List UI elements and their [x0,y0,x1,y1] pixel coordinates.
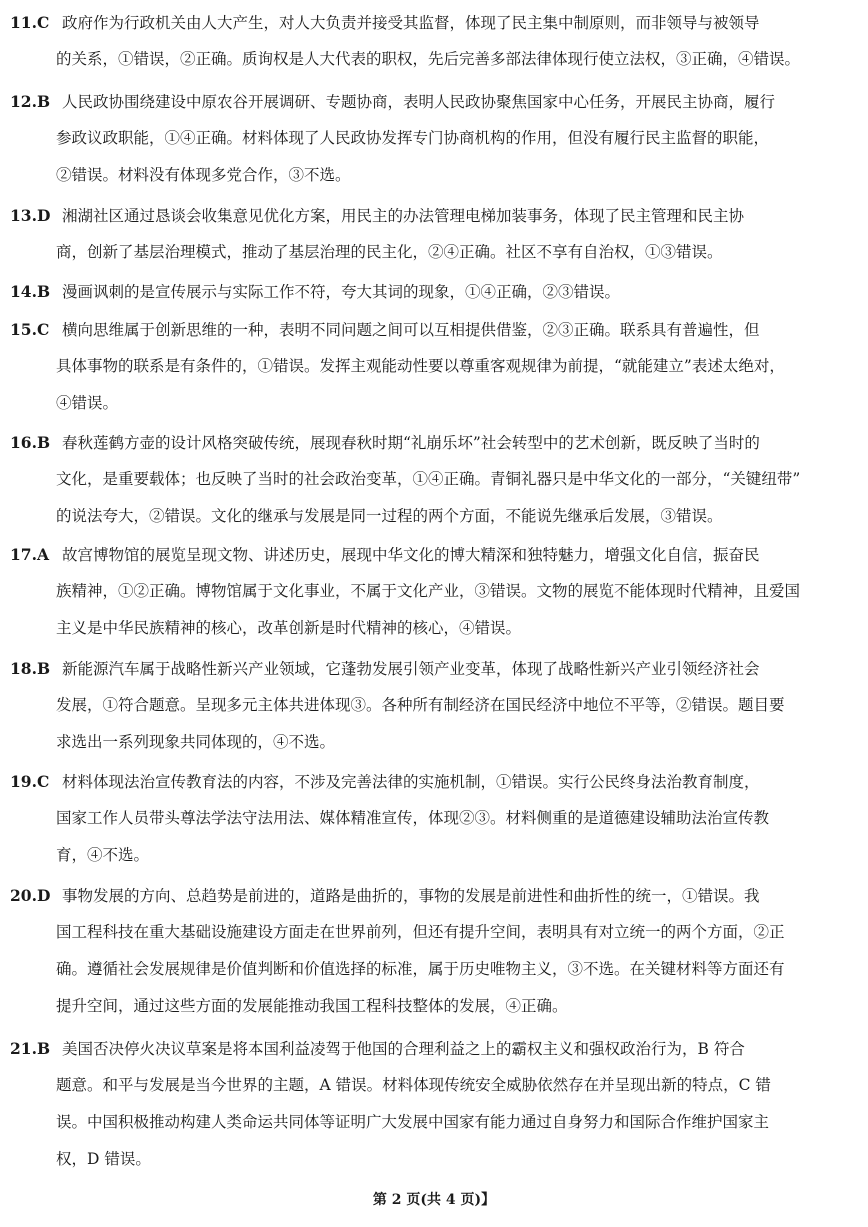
answer-text: 人民政协围绕建设中原农谷开展调研、专题协商，表明人民政协聚焦国家中心任务，开展民主协商，履行 [62,93,776,111]
answer-text: 族精神，①②正确。博物馆属于文化事业，不属于文化产业，③错误。文物的展览不能体现时代精神，且爱国 [56,582,801,600]
answer-text: 的说法夸大，②错误。文化的继承与发展是同一过程的两个方面，不能说先继承后发展，③错误。 [56,507,723,525]
answer-number: 17.A [10,545,49,564]
answer-item-14 [10,273,834,310]
answer-item-20 [10,877,834,1025]
answer-text: 确。遵循社会发展规律是价值判断和价值选择的标准，属于历史唯物主义，③不选。在关键材料等方面还有 [56,960,785,978]
answer-number: 11.C [10,13,50,32]
answer-text: 漫画讽刺的是宣传展示与实际工作不符，夸大其词的现象，①④正确，②③错误。 [62,283,621,301]
answer-item-16 [10,424,834,535]
answer-number: 18.B [10,659,51,678]
answer-number: 13.D [10,206,51,225]
answer-text: 事物发展的方向、总趋势是前进的，道路是曲折的，事物的发展是前进性和曲折性的统一，①错误。我 [62,887,760,905]
answer-number: 15.C [10,320,50,339]
answer-item-13 [10,197,834,271]
answer-number: 19.C [10,772,50,791]
answer-item-12 [10,83,834,194]
answer-text: 商，创新了基层治理模式，推动了基层治理的民主化，②④正确。社区不享有自治权，①③错误。 [56,243,723,261]
answer-number: 14.B [10,282,51,301]
answer-text: 题意。和平与发展是当今世界的主题，A 错误。材料体现传统安全威胁依然存在并呈现出新的特点，C 错 [56,1076,771,1094]
answer-number: 20.D [10,886,51,905]
answer-number: 21.B [10,1039,51,1058]
answer-text: 政府作为行政机关由人大产生，对人大负责并接受其监督，体现了民主集中制原则，而非领导与被领导 [62,14,760,32]
answer-item-15 [10,311,834,422]
answer-item-18 [10,650,834,761]
answer-text: 误。中国积极推动构建人类命运共同体等证明广大发展中国家有能力通过自身努力和国际合作维护国家主 [56,1113,770,1131]
answer-text: 横向思维属于创新思维的一种，表明不同问题之间可以互相提供借鉴，②③正确。联系具有普遍性，但 [62,321,760,339]
answer-text: 春秋莲鹤方壶的设计风格突破传统，展现春秋时期“礼崩乐坏”社会转型中的艺术创新，既反映了当时的 [62,434,760,452]
answer-text: 权，D 错误。 [56,1150,151,1168]
answer-text: 美国否决停火决议草案是将本国利益凌驾于他国的合理利益之上的霸权主义和强权政治行为，B 符合 [62,1040,745,1058]
answer-text: ④错误。 [56,394,119,412]
answer-text: 的关系，①错误，②正确。质询权是人大代表的职权，先后完善多部法律体现行使立法权，③正确，④错误。 [56,50,801,68]
answer-text: 故宫博物馆的展览呈现文物、讲述历史，展现中华文化的博大精深和独特魅力，增强文化自信，振奋民 [62,546,760,564]
answer-text: 新能源汽车属于战略性新兴产业领域，它蓬勃发展引领产业变革，体现了战略性新兴产业引领经济社会 [62,660,760,678]
answer-text: 主义是中华民族精神的核心，改革创新是时代精神的核心，④错误。 [56,619,522,637]
answer-text: 具体事物的联系是有条件的，①错误。发挥主观能动性要以尊重客观规律为前提，“就能建立”表述太绝对， [56,357,785,375]
answer-item-17 [10,536,834,647]
answer-text: 国工程科技在重大基础设施建设方面走在世界前列，但还有提升空间，表明具有对立统一的两个方面，②正 [56,923,785,941]
page-footer: 第 2 页(共 4 页)】 [372,1192,496,1208]
answer-item-19 [10,763,834,874]
answer-text: ②错误。材料没有体现多党合作，③不选。 [56,166,351,184]
answer-text: 参政议政职能，①④正确。材料体现了人民政协发挥专门协商机构的作用，但没有履行民主监督的职能， [56,129,770,147]
answer-text: 国家工作人员带头尊法学法守法用法、媒体精准宣传，体现②③。材料侧重的是道德建设辅助法治宣传教 [56,809,770,827]
answer-text: 发展，①符合题意。呈现多元主体共进体现③。各种所有制经济在国民经济中地位不平等，②错误。题目要 [56,696,785,714]
answer-text: 求选出一系列现象共同体现的，④不选。 [56,733,336,751]
answer-text: 文化，是重要载体；也反映了当时的社会政治变革，①④正确。青铜礼器只是中华文化的一部分，“关键纽带” [56,470,801,488]
answer-text: 育，④不选。 [56,846,150,864]
answer-item-21 [10,1030,834,1178]
answer-text: 提升空间，通过这些方面的发展能推动我国工程科技整体的发展，④正确。 [56,997,568,1015]
answer-text: 湘湖社区通过恳谈会收集意见优化方案，用民主的办法管理电梯加装事务，体现了民主管理和民主协 [62,207,745,225]
answer-number: 16.B [10,433,51,452]
answer-item-11 [10,4,834,78]
answer-number: 12.B [10,92,51,111]
answer-text: 材料体现法治宣传教育法的内容，不涉及完善法律的实施机制，①错误。实行公民终身法治教育制度， [62,773,760,791]
